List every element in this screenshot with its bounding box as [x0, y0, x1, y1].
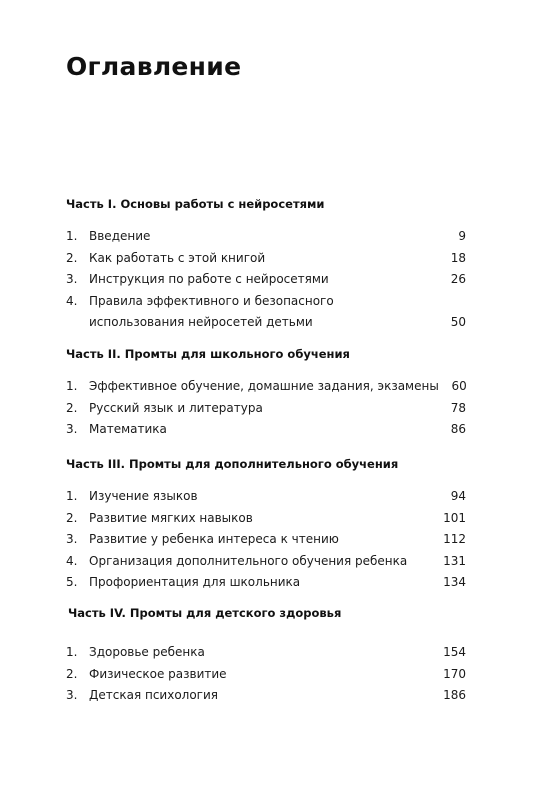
entry-title: Физическое развитие: [89, 666, 227, 681]
entry-title: Развитие мягких навыков: [89, 510, 253, 525]
entry-page: 186: [443, 688, 466, 702]
toc-entry[interactable]: [66, 486, 466, 508]
toc-entry[interactable]: [66, 572, 466, 594]
entry-number: 2.: [66, 250, 78, 265]
toc-entry[interactable]: [66, 551, 466, 573]
entry-page: 60: [451, 379, 467, 393]
part-title: Часть IV. Промты для детского здоровья: [68, 606, 342, 620]
page-title: Оглавление: [66, 52, 242, 81]
entry-number: 1.: [66, 229, 78, 243]
entry-page: 86: [450, 422, 466, 436]
toc-entries: [66, 226, 466, 334]
toc-entry[interactable]: [66, 226, 466, 248]
toc-entry[interactable]: [66, 664, 466, 686]
entry-number: 2.: [66, 510, 78, 525]
entry-page: 170: [443, 666, 466, 681]
entry-title-line-2: использования нейросетей детьми: [89, 315, 313, 329]
entry-title: Изучение языков: [89, 489, 198, 503]
entry-number: 3.: [66, 532, 78, 546]
entry-title: Детская психология: [89, 688, 218, 702]
entry-page: 131: [443, 553, 466, 568]
entry-title: Развитие у ребенка интереса к чтению: [89, 532, 339, 546]
entry-title: Здоровье ребенка: [89, 645, 205, 659]
entry-page: 112: [443, 532, 466, 546]
toc-entries: [66, 642, 466, 707]
toc-entry[interactable]: [66, 419, 466, 441]
entry-page: 134: [443, 575, 466, 589]
toc-entry[interactable]: [66, 269, 466, 291]
entry-title: Русский язык и литература: [89, 400, 263, 415]
part-title: Часть II. Промты для школьного обучения: [66, 347, 350, 361]
entry-number: 2.: [66, 666, 78, 681]
entry-number: 4.: [66, 293, 78, 308]
entry-title-line-1: Правила эффективного и безопасного: [89, 293, 334, 308]
entry-page: 101: [443, 510, 466, 525]
toc-entry[interactable]: [66, 508, 466, 530]
toc-entry[interactable]: [66, 642, 466, 664]
entry-title: Инструкция по работе с нейросетями: [89, 272, 329, 286]
toc-entry[interactable]: [66, 291, 466, 334]
toc-entry[interactable]: [66, 685, 466, 707]
toc-entry[interactable]: [66, 376, 466, 398]
entry-title: Математика: [89, 422, 167, 436]
entry-page: 154: [443, 645, 466, 659]
entry-title: Введение: [89, 229, 151, 243]
part-title: Часть I. Основы работы с нейросетями: [66, 197, 325, 211]
entry-number: 1.: [66, 379, 78, 393]
entry-number: 3.: [66, 422, 78, 436]
toc-part-4-entries: [66, 628, 466, 707]
toc-entry[interactable]: [66, 398, 466, 420]
part-title: Часть III. Промты для дополнительного обучения: [66, 457, 399, 471]
toc-entry[interactable]: [66, 248, 466, 270]
toc-part-1: [66, 196, 466, 334]
entry-page: 50: [450, 315, 466, 329]
toc-part-3: [66, 456, 466, 594]
entry-number: 3.: [66, 272, 78, 286]
entry-title: Организация дополнительного обучения ребенка: [89, 553, 408, 568]
toc-entry[interactable]: [66, 529, 466, 551]
entry-number: 5.: [66, 575, 78, 589]
entry-number: 3.: [66, 688, 78, 702]
entry-title: Эффективное обучение, домашние задания, экзамены: [89, 379, 439, 393]
entry-number: 4.: [66, 553, 78, 568]
entry-number: 2.: [66, 400, 78, 415]
entry-title: Профориентация для школьника: [89, 575, 301, 589]
entry-title: [89, 291, 438, 334]
entry-page: 9: [458, 229, 466, 243]
entry-page: 78: [450, 400, 466, 415]
entry-page: 94: [450, 489, 466, 503]
entry-title: Как работать с этой книгой: [89, 250, 266, 265]
entry-page: 26: [450, 272, 466, 286]
toc-entries: [66, 376, 466, 441]
entry-number: 1.: [66, 645, 78, 659]
toc-part-2: [66, 346, 466, 441]
toc-entries: [66, 486, 466, 594]
toc-part-4: [68, 605, 468, 621]
entry-number: 1.: [66, 489, 78, 503]
entry-page: 18: [450, 250, 466, 265]
